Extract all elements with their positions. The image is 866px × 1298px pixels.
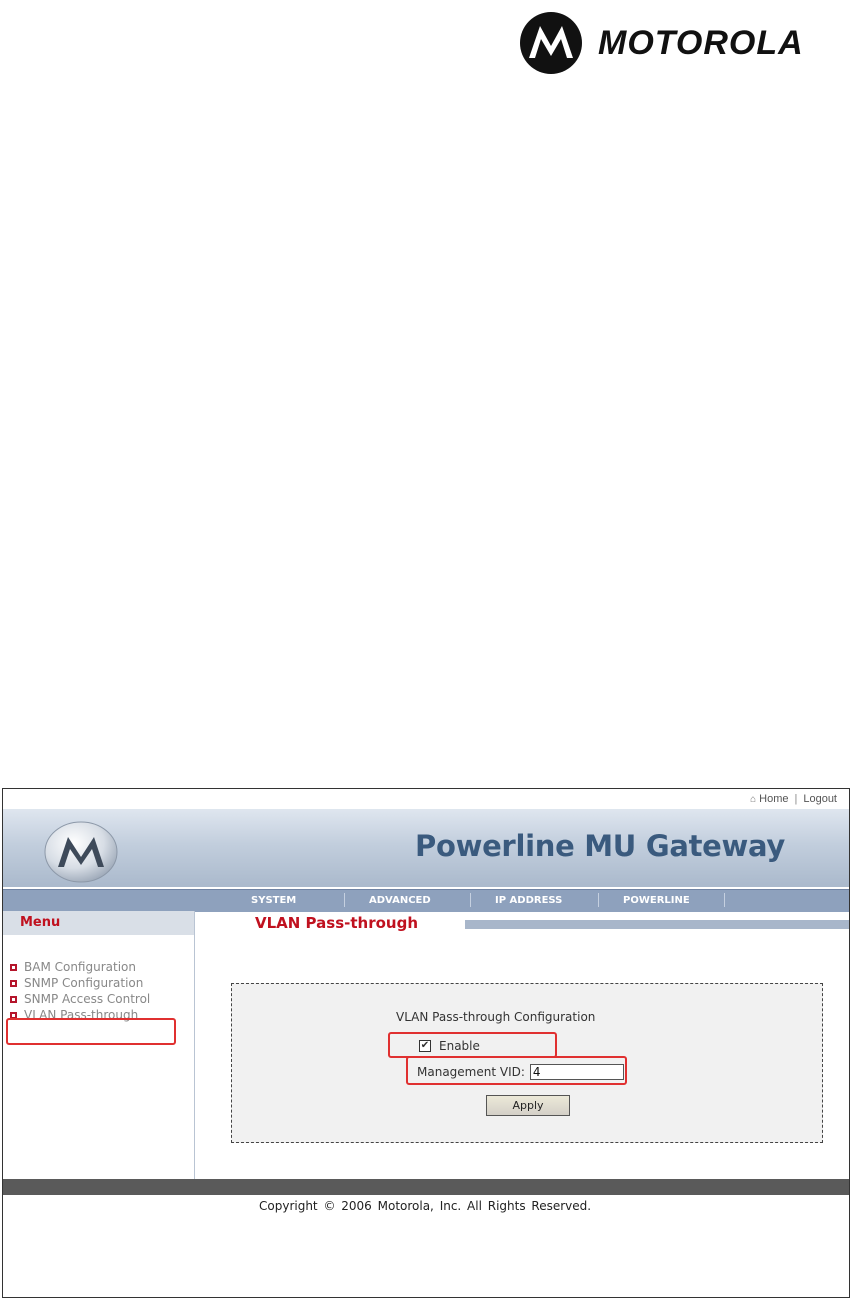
nav-separator	[598, 893, 599, 907]
nav-separator	[724, 893, 725, 907]
sidebar-item-label: BAM Configuration	[24, 960, 136, 974]
sidebar-item-bam-configuration[interactable]	[3, 959, 194, 975]
nav-powerline[interactable]: POWERLINE	[623, 895, 690, 906]
menu-list	[3, 959, 194, 1023]
vid-label: Management VID:	[417, 1065, 525, 1079]
header-banner	[3, 809, 849, 887]
nav-system[interactable]: SYSTEM	[251, 895, 297, 906]
nav-separator	[344, 893, 345, 907]
sidebar-item-label: SNMP Configuration	[24, 976, 144, 990]
brand-wordmark: MOTOROLA	[598, 23, 804, 62]
motorola-document-logo	[518, 10, 804, 76]
sidebar	[3, 911, 195, 1179]
highlight-box-menu	[6, 1018, 176, 1045]
copyright-text: Copyright © 2006 Motorola, Inc. All Rights Reserved.	[259, 1199, 592, 1213]
main-nav	[3, 889, 849, 912]
apply-button[interactable]: Apply	[486, 1095, 570, 1116]
vlan-config-panel	[231, 983, 823, 1143]
menu-bullet-icon	[10, 964, 17, 971]
management-vid-input[interactable]: 4	[530, 1064, 624, 1080]
home-link[interactable]: Home	[759, 793, 789, 805]
menu-bullet-icon	[10, 980, 17, 987]
sidebar-item-label: VLAN Pass-through	[24, 1008, 139, 1022]
banner-logo-icon	[41, 821, 121, 887]
logout-link[interactable]: Logout	[803, 793, 837, 805]
nav-separator	[470, 893, 471, 907]
motorola-batwing-logo-icon	[518, 10, 584, 76]
vid-row	[417, 1064, 624, 1080]
nav-ip-address[interactable]: IP ADDRESS	[495, 895, 563, 906]
sidebar-item-snmp-access-control[interactable]	[3, 991, 194, 1007]
footer-bar	[3, 1179, 849, 1195]
sidebar-item-label: SNMP Access Control	[24, 992, 151, 1006]
config-title: VLAN Pass-through Configuration	[396, 1010, 596, 1024]
menu-heading: Menu	[3, 911, 194, 935]
page-title: VLAN Pass-through	[255, 914, 418, 932]
product-title: Powerline MU Gateway	[415, 829, 786, 863]
top-links-separator: |	[794, 793, 798, 805]
gateway-web-ui	[2, 788, 850, 1298]
home-icon[interactable]: ⌂	[750, 794, 757, 805]
nav-advanced[interactable]: ADVANCED	[369, 895, 431, 906]
enable-checkbox[interactable]	[419, 1040, 431, 1052]
sidebar-item-snmp-configuration[interactable]	[3, 975, 194, 991]
checkmark-icon: ✔	[420, 1040, 430, 1051]
title-rule	[465, 920, 849, 929]
enable-label: Enable	[439, 1039, 480, 1053]
enable-row	[419, 1039, 480, 1053]
menu-bullet-icon	[10, 996, 17, 1003]
top-links	[750, 793, 837, 805]
